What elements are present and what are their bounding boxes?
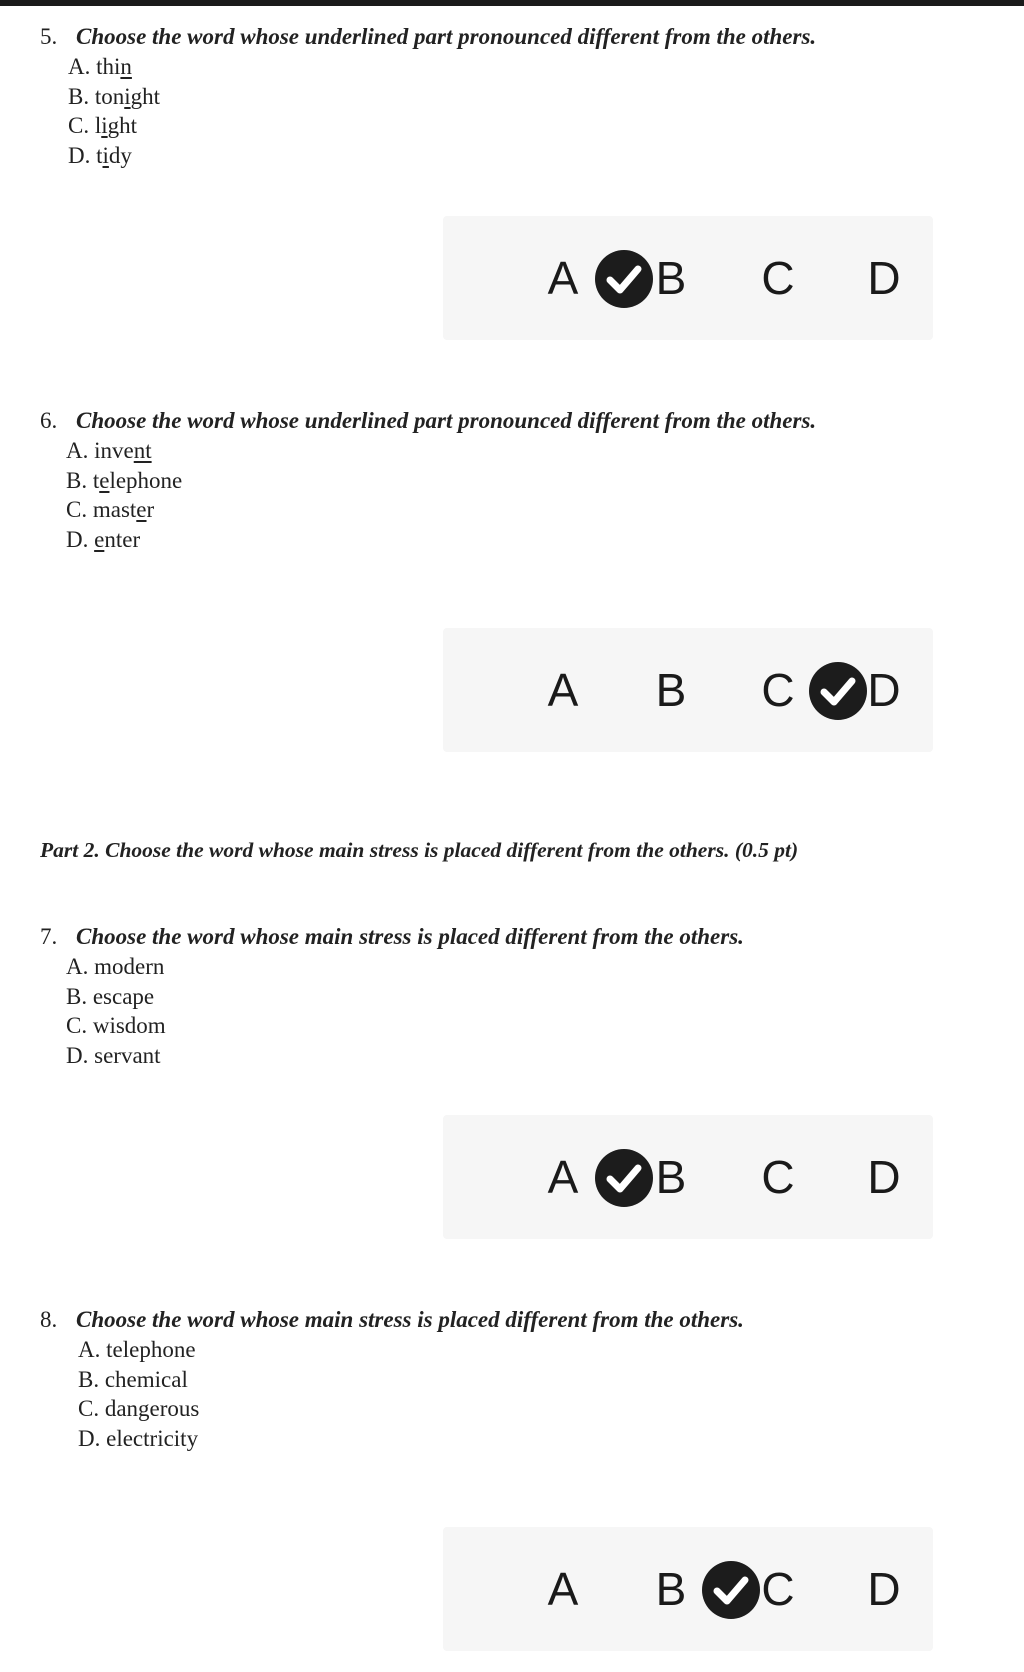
option-letter: D.: [68, 142, 91, 168]
choice-c[interactable]: C: [761, 252, 795, 304]
question-8: [40, 1305, 744, 1453]
question-5: [40, 22, 816, 170]
word-part: lephone: [109, 467, 183, 493]
question-number: 7.: [40, 924, 58, 949]
option-letter: A.: [78, 1337, 101, 1362]
option-letter: B.: [66, 467, 88, 493]
question-number: 6.: [40, 408, 58, 433]
option-letter: C.: [78, 1396, 100, 1421]
choice-a[interactable]: A: [547, 252, 579, 304]
option-b: [78, 1365, 744, 1395]
question-prompt: Choose the word whose main stress is placed different from the others.: [76, 1307, 744, 1332]
check-circle-icon: [809, 662, 867, 720]
question-7-title: [40, 922, 744, 952]
choice-d[interactable]: D: [867, 1563, 901, 1615]
underlined-part: n: [120, 54, 132, 79]
option-a: [78, 1335, 744, 1365]
option-letter: D.: [66, 526, 89, 552]
underlined-part: i: [101, 113, 108, 138]
question-6-title: [40, 406, 816, 436]
word-part: e: [123, 438, 134, 463]
choice-b[interactable]: B: [655, 252, 687, 304]
option-letter: C.: [66, 1013, 88, 1038]
option-d: [66, 525, 816, 555]
underlined-part: nt: [133, 438, 152, 463]
option-a: [66, 436, 816, 466]
option-c: [78, 1394, 744, 1424]
choice-d[interactable]: D: [867, 1151, 901, 1203]
question-prompt: Choose the word whose underlined part pronounced different from the others.: [76, 24, 817, 49]
underlined-part: i: [124, 83, 131, 109]
word-part: ght: [130, 83, 161, 109]
word-part: inv: [94, 438, 124, 463]
check-circle-icon: [595, 1149, 653, 1207]
option-b: [66, 466, 816, 496]
question-7-options: [66, 952, 744, 1070]
underlined-part: i: [102, 142, 109, 168]
option-letter: B.: [68, 83, 90, 109]
choice-a[interactable]: A: [547, 664, 579, 716]
option-c: [66, 495, 816, 525]
check-circle-icon: [702, 1561, 760, 1619]
option-letter: A.: [68, 54, 91, 79]
option-letter: C.: [68, 113, 90, 138]
question-5-options: [68, 52, 816, 170]
question-7: [40, 922, 744, 1070]
option-word: chemical: [104, 1366, 188, 1392]
word-part: r: [146, 497, 155, 522]
question-6: [40, 406, 816, 554]
option-b: [68, 82, 816, 112]
question-6-options: [66, 436, 816, 554]
word-part: t: [96, 142, 103, 168]
choice-b[interactable]: B: [655, 1563, 687, 1615]
question-8-title: [40, 1305, 744, 1335]
word-part: ght: [107, 113, 138, 138]
choice-d[interactable]: D: [867, 252, 901, 304]
answer-picker-8: [443, 1527, 933, 1651]
option-word: wisdom: [92, 1013, 166, 1038]
answer-picker-5: [443, 216, 933, 340]
option-c: [66, 1011, 744, 1041]
option-word: electricity: [106, 1425, 199, 1451]
question-5-title: [40, 22, 816, 52]
underlined-part: e: [99, 467, 110, 493]
choice-b[interactable]: B: [655, 1151, 687, 1203]
question-prompt: Choose the word whose main stress is placed different from the others.: [76, 924, 744, 949]
option-word: escape: [92, 983, 155, 1009]
question-number: 5.: [40, 24, 58, 49]
option-word: modern: [94, 954, 165, 979]
answer-picker-6: [443, 628, 933, 752]
option-word: servant: [94, 1042, 161, 1068]
choice-c[interactable]: C: [761, 664, 795, 716]
underlined-part: e: [136, 497, 147, 522]
option-d: [68, 141, 816, 171]
option-a: [68, 52, 816, 82]
option-letter: D.: [66, 1042, 89, 1068]
choice-b[interactable]: B: [655, 664, 687, 716]
choice-c[interactable]: C: [761, 1563, 795, 1615]
option-letter: A.: [66, 438, 89, 463]
option-word: telephone: [106, 1337, 196, 1362]
option-d: [78, 1424, 744, 1454]
word-part: i: [114, 54, 121, 79]
option-letter: D.: [78, 1425, 101, 1451]
question-8-options: [78, 1335, 744, 1453]
choice-d[interactable]: D: [867, 664, 901, 716]
option-letter: B.: [78, 1366, 100, 1392]
word-part: nter: [104, 526, 141, 552]
option-d: [66, 1041, 744, 1071]
option-c: [68, 111, 816, 141]
question-number: 8.: [40, 1307, 58, 1332]
word-part: mast: [92, 497, 137, 522]
option-a: [66, 952, 744, 982]
option-letter: A.: [66, 954, 89, 979]
option-letter: C.: [66, 497, 88, 522]
check-circle-icon: [595, 250, 653, 308]
word-part: th: [96, 54, 115, 79]
word-part: ton: [94, 83, 125, 109]
choice-a[interactable]: A: [547, 1151, 579, 1203]
underlined-part: e: [94, 526, 105, 552]
word-part: t: [92, 467, 100, 493]
option-word: dangerous: [104, 1396, 200, 1421]
choice-a[interactable]: A: [547, 1563, 579, 1615]
choice-c[interactable]: C: [761, 1151, 795, 1203]
answer-picker-7: [443, 1115, 933, 1239]
question-prompt: Choose the word whose underlined part pronounced different from the others.: [76, 408, 817, 433]
part-2-heading: Part 2. Choose the word whose main stress is placed different from the others. (0.5 pt): [40, 838, 799, 862]
option-letter: B.: [66, 983, 88, 1009]
top-border: [0, 0, 1024, 6]
option-b: [66, 982, 744, 1012]
word-part: dy: [108, 142, 132, 168]
word-part: l: [94, 113, 102, 138]
